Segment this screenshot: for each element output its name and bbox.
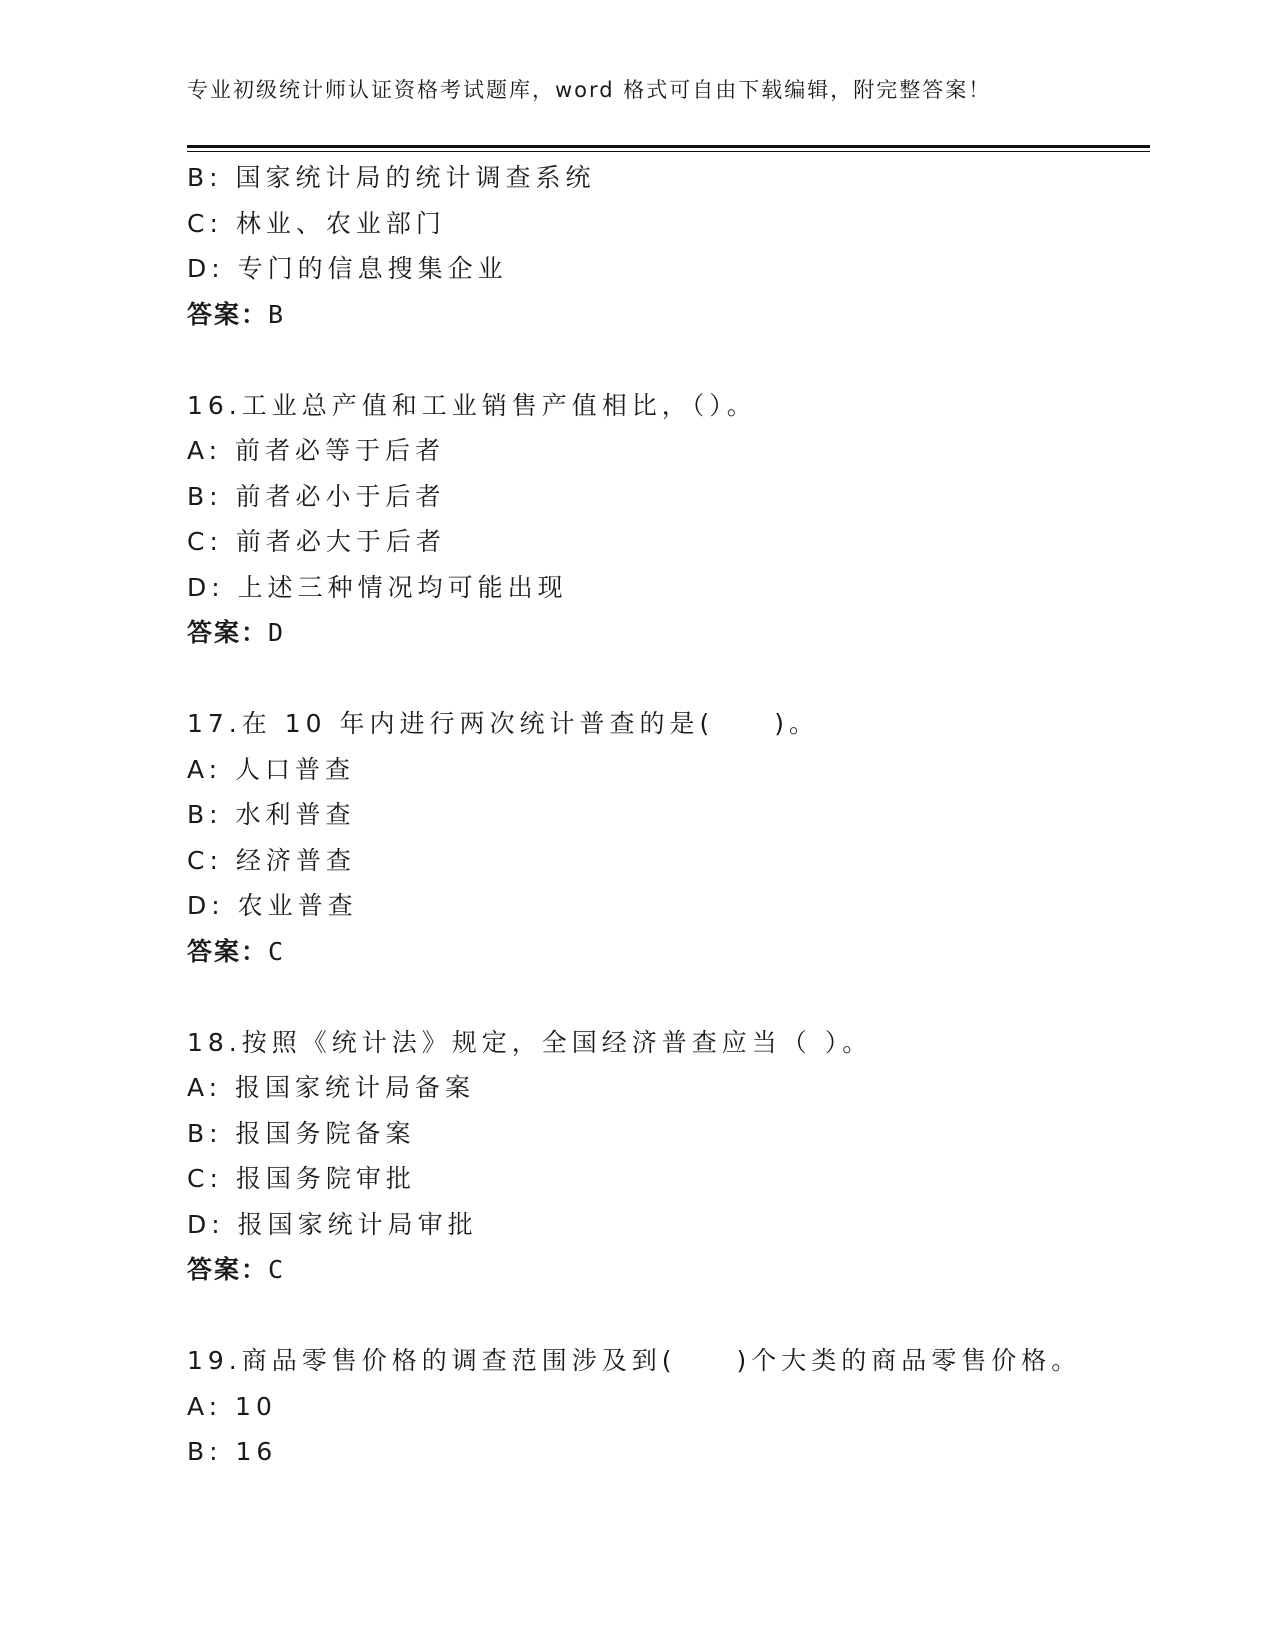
page-header: 专业初级统计师认证资格考试题库，word 格式可自由下载编辑，附完整答案！ — [187, 78, 992, 102]
spacer — [187, 337, 1147, 383]
spacer — [187, 1293, 1147, 1339]
question-16 — [187, 383, 1147, 656]
header-rule-thin — [187, 151, 1150, 152]
option-a: A: 人口普查 — [187, 754, 356, 784]
question-stem: 18.按照《统计法》规定，全国经济普查应当（ ）。 — [187, 1027, 873, 1057]
question-stem: 19.商品零售价格的调查范围涉及到( )个大类的商品零售价格。 — [187, 1346, 1082, 1375]
option-d: D: 上述三种情况均可能出现 — [187, 572, 568, 602]
question-stem: 16.工业总产值和工业销售产值相比，（）。 — [187, 390, 757, 420]
question-19 — [187, 1338, 1147, 1475]
option-b: B: 国家统计局的统计调查系统 — [187, 163, 596, 192]
option-c: C: 报国务院审批 — [187, 1164, 416, 1193]
answer-value: B — [268, 299, 285, 329]
option-d: D: 报国家统计局审批 — [187, 1209, 478, 1239]
option-a: A: 前者必等于后者 — [187, 436, 446, 465]
option-b: B: 报国务院备案 — [187, 1118, 416, 1148]
answer-value: C — [268, 1255, 285, 1284]
answer-value: C — [268, 936, 285, 966]
option-c: C: 经济普查 — [187, 845, 356, 875]
document-body — [187, 155, 1147, 1475]
answer-label: 答案： — [187, 618, 269, 647]
header-rule — [187, 145, 1150, 148]
spacer — [187, 656, 1147, 702]
question-18 — [187, 1020, 1147, 1293]
answer-line — [187, 929, 1147, 975]
answer-label: 答案： — [187, 936, 269, 966]
answer-line — [187, 1247, 1147, 1293]
option-c: C: 前者必大于后者 — [187, 527, 446, 556]
option-a: A: 10 — [187, 1391, 277, 1421]
question-15-continued — [187, 155, 1147, 337]
answer-value: D — [268, 618, 285, 647]
answer-label: 答案： — [187, 299, 269, 329]
option-a: A: 报国家统计局备案 — [187, 1073, 476, 1102]
question-stem: 17.在 10 年内进行两次统计普查的是( )。 — [187, 709, 819, 738]
spacer — [187, 974, 1147, 1020]
option-d: D: 农业普查 — [187, 891, 358, 920]
option-d: D: 专门的信息搜集企业 — [187, 254, 508, 283]
answer-line — [187, 610, 1147, 656]
answer-label: 答案： — [187, 1255, 269, 1284]
option-c: C: 林业、农业部门 — [187, 208, 446, 238]
question-17 — [187, 701, 1147, 974]
option-b: B: 前者必小于后者 — [187, 481, 446, 511]
option-b: B: 水利普查 — [187, 800, 356, 829]
answer-line — [187, 292, 1147, 338]
option-b: B: 16 — [187, 1437, 278, 1466]
